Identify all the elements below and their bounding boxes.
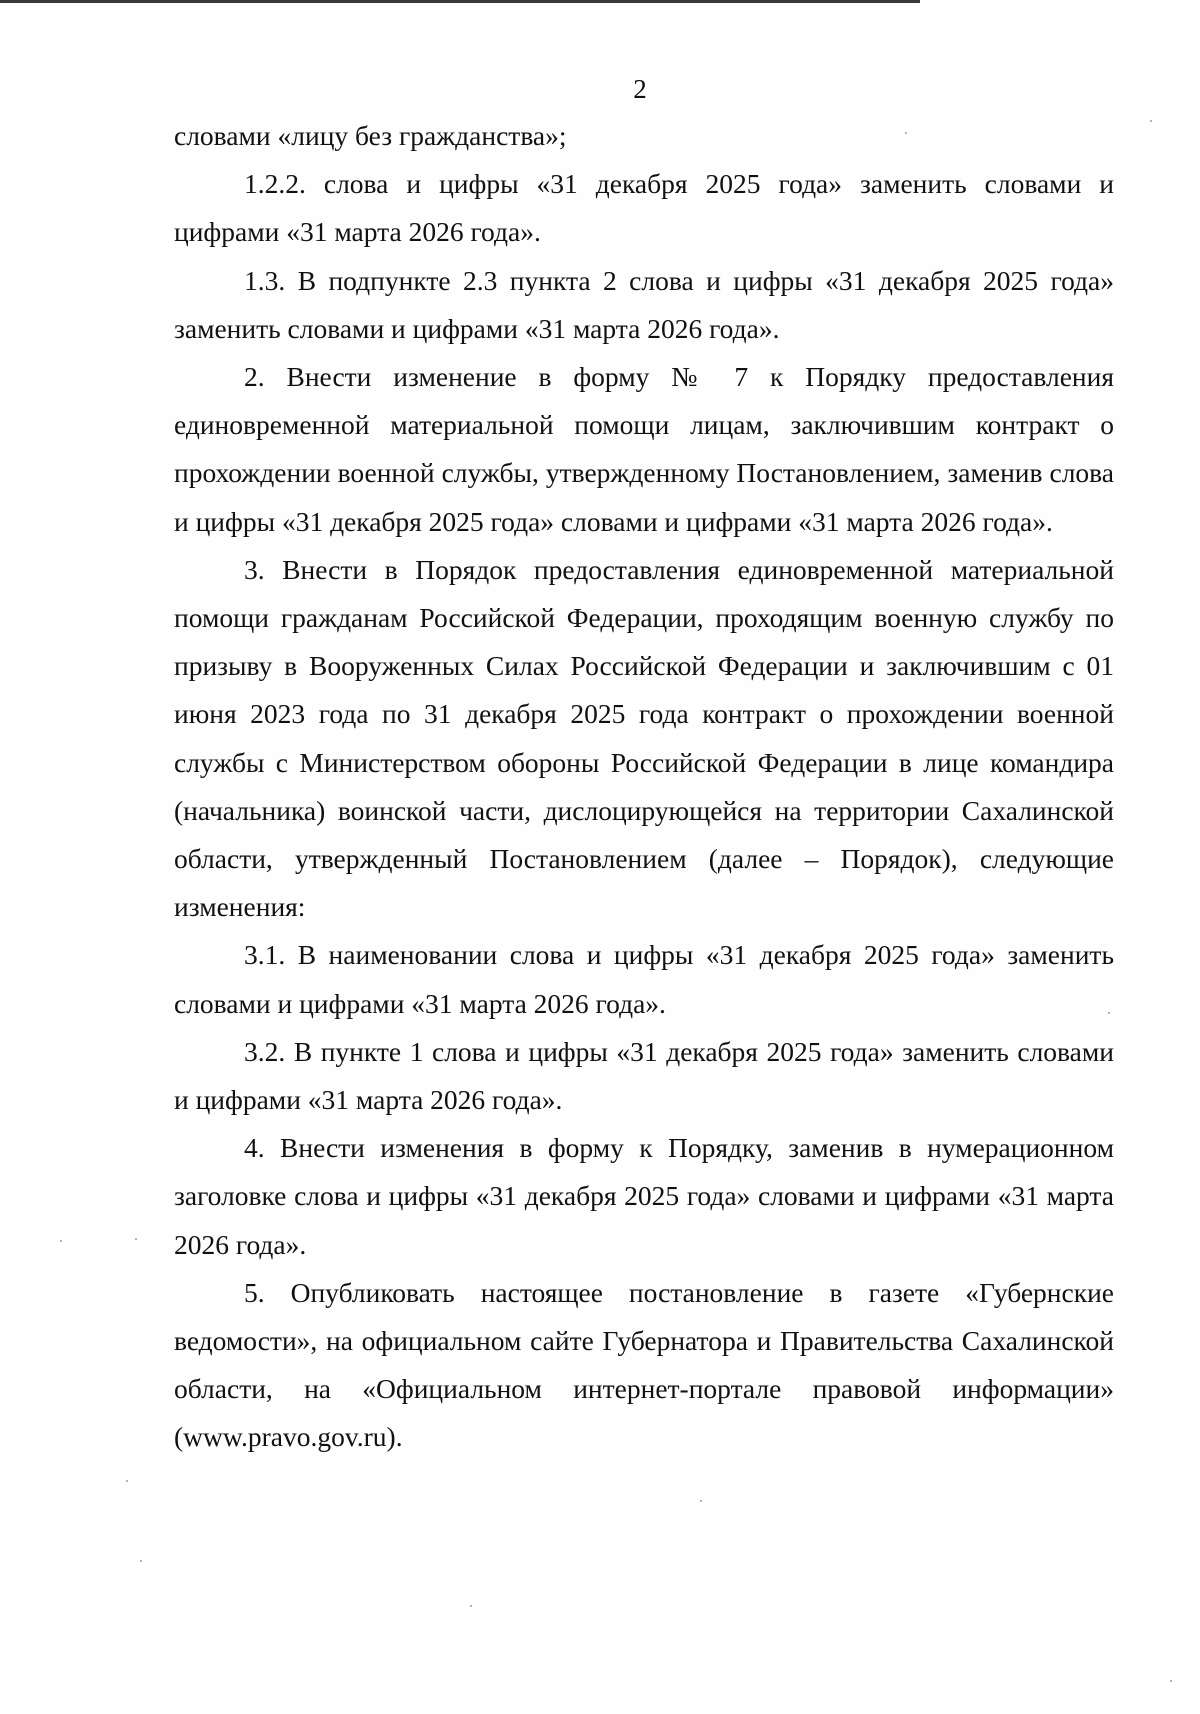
page-number: 2 bbox=[633, 74, 647, 104]
paragraph: 5. Опубликовать настоящее постановление в газете «Губернские ведомости», на официальном сайте Губернатора и Правительства Сахалинской области, на «Официальном интернет-портале правовой информации» (www.pravo.gov.ru). bbox=[174, 1276, 1114, 1453]
paragraph: 1.2.2. слова и цифры «31 декабря 2025 года» заменить словами и цифрами «31 марта 2026 года». bbox=[174, 168, 1114, 248]
paragraph: 4. Внести изменения в форму к Порядку, заменив в нумерационном заголовке слова и цифры «31 декабря 2025 года» словами и цифрами «31 марта 2026 года». bbox=[174, 1132, 1114, 1260]
paragraph: словами «лицу без гражданства»; bbox=[174, 120, 567, 151]
paragraph: 1.3. В подпункте 2.3 пункта 2 слова и цифры «31 декабря 2025 года» заменить словами и цифрами «31 марта 2026 года». bbox=[174, 264, 1114, 344]
paragraph: 3.1. В наименовании слова и цифры «31 декабря 2025 года» заменить словами и цифрами «31 марта 2026 года». bbox=[174, 939, 1114, 1019]
paragraph: 3.2. В пункте 1 слова и цифры «31 декабря 2025 года» заменить словами и цифрами «31 марта 2026 года». bbox=[174, 1035, 1114, 1116]
document-body bbox=[174, 112, 1114, 1462]
paragraph: 2. Внести изменение в форму № 7 к Порядку предоставления единовременной материальной помощи лицам, заключившим контракт о прохождении военной службы, утвержденному Постановлением, заменив слова и цифры «31 декабря 2025 года» словами и цифрами «31 марта 2026 года». bbox=[174, 361, 1114, 537]
top-edge-rule bbox=[0, 0, 920, 3]
paragraph: 3. Внести в Порядок предоставления единовременной материальной помощи гражданам Российской Федерации, проходящим военную службу по призыву в Вооруженных Силах Российской Федерации и заключившим с 01 июня 2023 года по 31 декабря 2025 года контракт о прохождении военной службы с Министерством обороны Российской Федерации в лице командира (начальника) воинской части, дислоцирующейся на территории Сахалинской области, утвержденный Постановлением (далее – Порядок), следующие изменения: bbox=[174, 553, 1114, 923]
